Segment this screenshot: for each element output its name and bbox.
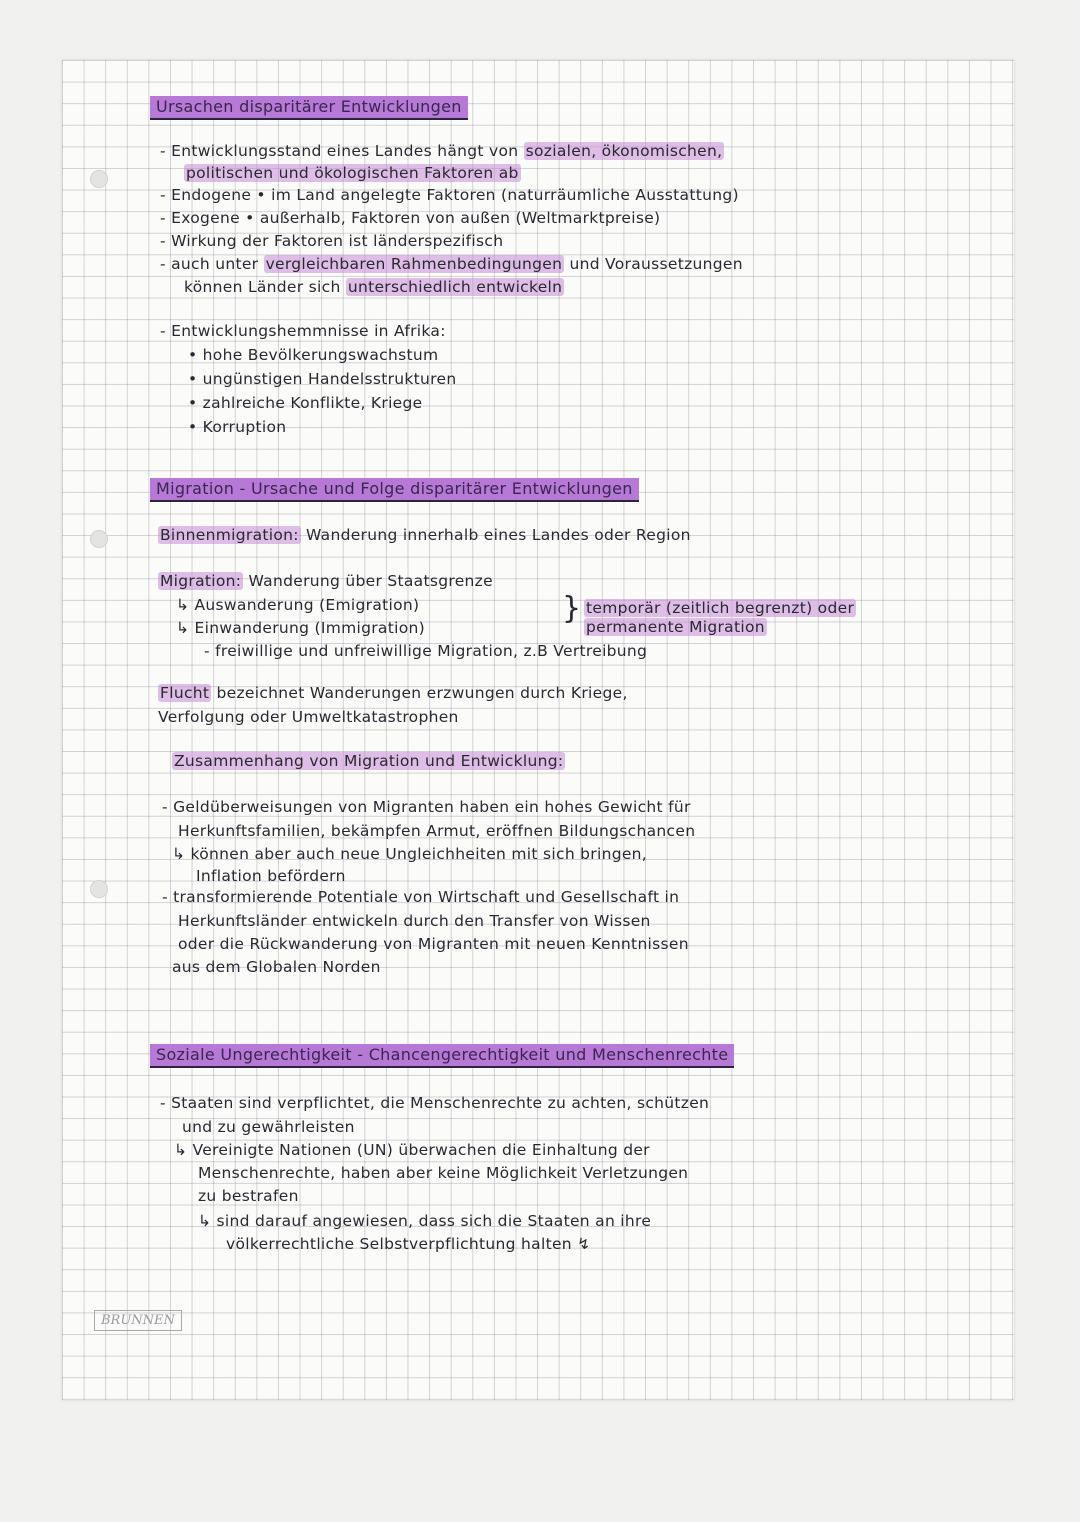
text-line: - Geldüberweisungen von Migranten haben ein hohes Gewicht für — [162, 798, 691, 816]
section-heading: Soziale Ungerechtigkeit - Chancengerechtigkeit und Menschenrechte — [150, 1044, 734, 1068]
punch-hole — [90, 880, 108, 898]
section-heading: Migration - Ursache und Folge disparitärer Entwicklungen — [150, 478, 639, 502]
text-line: - Exogene • außerhalb, Faktoren von außen (Weltmarktpreise) — [160, 209, 661, 227]
text-line: - freiwillige und unfreiwillige Migration, z.B Vertreibung — [204, 642, 648, 660]
text-line: temporär (zeitlich begrenzt) oder — [586, 599, 855, 617]
brace: } — [562, 591, 582, 626]
subheading: Zusammenhang von Migration und Entwicklung: — [174, 752, 564, 770]
text-line: Menschenrechte, haben aber keine Möglichkeit Verletzungen — [198, 1164, 689, 1182]
punch-hole — [90, 530, 108, 548]
text-line: ↳ Auswanderung (Emigration) — [176, 596, 420, 614]
text-line: Verfolgung oder Umweltkatastrophen — [158, 708, 459, 726]
text-line: Herkunftsfamilien, bekämpfen Armut, eröffnen Bildungschancen — [178, 822, 696, 840]
text-line: - auch unter vergleichbaren Rahmenbedingungen und Voraussetzungen — [160, 255, 743, 273]
text-line: und zu gewährleisten — [182, 1118, 355, 1136]
text-line: • ungünstigen Handelsstrukturen — [188, 370, 457, 388]
text-line: aus dem Globalen Norden — [172, 958, 381, 976]
text-line: ↳ Einwanderung (Immigration) — [176, 619, 425, 637]
text-line: - transformierende Potentiale von Wirtschaft und Gesellschaft in — [162, 888, 680, 906]
text-line: Flucht bezeichnet Wanderungen erzwungen durch Kriege, — [160, 684, 628, 702]
text-line: völkerrechtliche Selbstverpflichtung halten ↯ — [226, 1235, 591, 1253]
text-line: permanente Migration — [586, 618, 765, 636]
text-line: • Korruption — [188, 418, 287, 436]
text-line: politischen und ökologischen Faktoren ab — [186, 164, 519, 182]
text-line: - Staaten sind verpflichtet, die Menschenrechte zu achten, schützen — [160, 1094, 710, 1112]
text-line: oder die Rückwanderung von Migranten mit neuen Kenntnissen — [178, 935, 689, 953]
text-line: ↳ sind darauf angewiesen, dass sich die Staaten an ihre — [198, 1212, 652, 1230]
text-line: zu bestrafen — [198, 1187, 299, 1205]
text-line: können Länder sich unterschiedlich entwickeln — [184, 278, 563, 296]
text-line: ↳ Vereinigte Nationen (UN) überwachen die Einhaltung der — [174, 1141, 650, 1159]
text-line: - Endogene • im Land angelegte Faktoren (naturräumliche Ausstattung) — [160, 186, 739, 204]
text-line: • hohe Bevölkerungswachstum — [188, 346, 439, 364]
text-line: • zahlreiche Konflikte, Kriege — [188, 394, 423, 412]
text-line: - Entwicklungsstand eines Landes hängt von sozialen, ökonomischen, — [160, 142, 723, 160]
text-line: Binnenmigration: Wanderung innerhalb eines Landes oder Region — [160, 526, 691, 544]
text-line: Migration: Wanderung über Staatsgrenze — [160, 572, 493, 590]
text-line: - Wirkung der Faktoren ist länderspezifisch — [160, 232, 504, 250]
text-line: ↳ können aber auch neue Ungleichheiten mit sich bringen, — [172, 845, 648, 863]
text-line: - Entwicklungshemmnisse in Afrika: — [160, 322, 446, 340]
brand-logo: BRUNNEN — [94, 1310, 182, 1331]
section-heading: Ursachen disparitärer Entwicklungen — [150, 96, 468, 120]
text-line: Herkunftsländer entwickeln durch den Transfer von Wissen — [178, 912, 651, 930]
punch-hole — [90, 170, 108, 188]
text-line: Inflation befördern — [196, 867, 346, 885]
